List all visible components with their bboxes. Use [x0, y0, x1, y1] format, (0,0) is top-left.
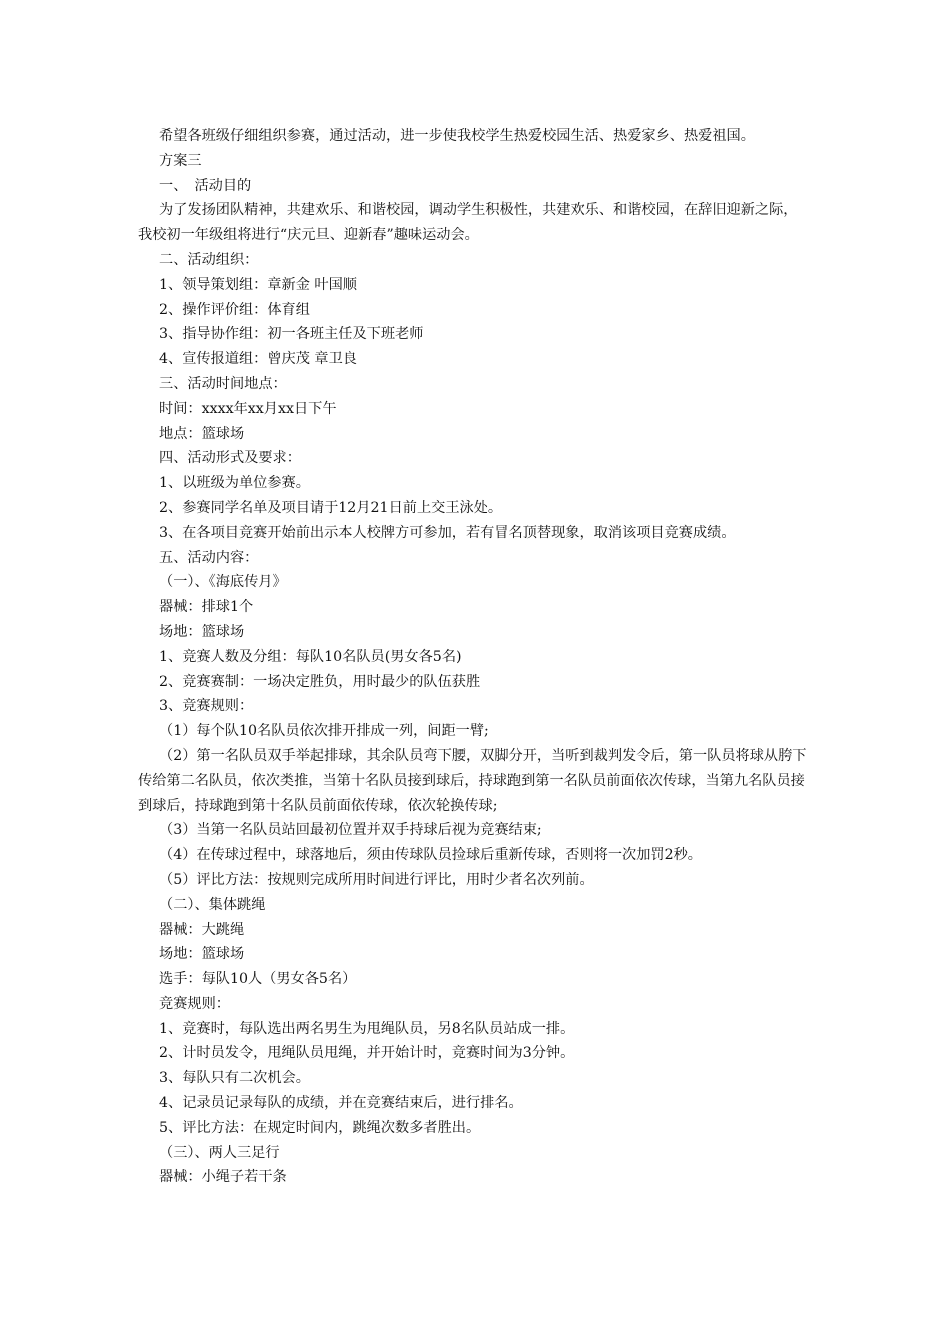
list-item: 1、以班级为单位参赛。 [159, 475, 310, 492]
list-item: 4、宣传报道组：曾庆茂 章卫良 [159, 351, 357, 368]
list-item: 3、在各项目竞赛开始前出示本人校牌方可参加，若有冒名顶替现象，取消该项目竞赛成绩。 [159, 524, 736, 541]
paragraph: 器械：小绳子若干条 [159, 1169, 287, 1186]
document-body [138, 124, 810, 1190]
list-item: 5、评比方法：在规定时间内，跳绳次数多者胜出。 [159, 1119, 481, 1136]
section-heading: 一、 活动目的 [159, 177, 252, 194]
list-item: （1）每个队10名队员依次排开排成一列，间距一臂; [159, 723, 489, 740]
section-heading: 三、活动时间地点： [159, 375, 287, 392]
paragraph: 希望各班级仔细组织参赛，通过活动，进一步使我校学生热爱校园生活、热爱家乡、热爱祖国。 [159, 128, 755, 144]
paragraph: 竞赛规则： [159, 995, 230, 1012]
paragraph: 场地：篮球场 [159, 946, 245, 963]
paragraph: 为了发扬团队精神，共建欢乐、和谐校园，调动学生积极性，共建欢乐、和谐校园，在辞旧迎新之际，我校初一年级组将进行“庆元旦、迎新春”趣味运动会。 [138, 202, 798, 244]
list-item: 4、记录员记录每队的成绩，并在竞赛结束后，进行排名。 [159, 1095, 523, 1112]
paragraph: 时间：xxxx年xx月xx日下午 [159, 400, 337, 417]
list-item: 2、操作评价组：体育组 [159, 301, 310, 318]
list-item: 3、竞赛规则： [159, 698, 254, 715]
section-heading: 五、活动内容： [159, 549, 259, 566]
list-item: （2）第一名队员双手举起排球，其余队员弯下腰，双脚分开，当听到裁判发令后，第一队员将球从胯下传给第二名队员，依次类推，当第十名队员接到球后，持球跑到第一名队员前面依次传球，当第九名队员接到球后，持球跑到第十名队员前面依传球，依次轮换传球; [138, 747, 807, 814]
subsection-heading: （一）、《海底传月》 [159, 574, 287, 591]
section-heading: 四、活动形式及要求： [159, 450, 301, 467]
list-item: 3、每队只有二次机会。 [159, 1070, 310, 1087]
list-item: 1、竞赛时，每队选出两名男生为甩绳队员，另8名队员站成一排。 [159, 1020, 575, 1037]
paragraph: 地点：篮球场 [159, 425, 245, 442]
section-heading: 二、活动组织： [159, 251, 259, 268]
list-item: （3）当第一名队员站回最初位置并双手持球后视为竞赛结束; [159, 822, 542, 839]
paragraph: 选手：每队10人（男女各5名） [159, 971, 357, 988]
list-item: 2、计时员发令，甩绳队员甩绳，并开始计时，竞赛时间为3分钟。 [159, 1045, 575, 1062]
paragraph: 方案三 [159, 152, 202, 169]
list-item: （4）在传球过程中，球落地后，须由传球队员捡球后重新传球，否则将一次加罚2秒。 [159, 847, 702, 864]
list-item: 2、参赛同学名单及项目请于12月21日前上交王泳处。 [159, 499, 503, 516]
paragraph: 场地：篮球场 [159, 623, 245, 640]
list-item: 2、竞赛赛制：一场决定胜负，用时最少的队伍获胜 [159, 673, 481, 690]
list-item: （5）评比方法：按规则完成所用时间进行评比，用时少者名次列前。 [159, 871, 594, 888]
list-item: 1、领导策划组：章新金 叶国顺 [159, 276, 357, 293]
list-item: 3、指导协作组：初一各班主任及下班老师 [159, 326, 424, 343]
subsection-heading: （三）、两人三足行 [159, 1144, 280, 1161]
subsection-heading: （二）、集体跳绳 [159, 896, 266, 913]
list-item: 1、竞赛人数及分组：每队10名队员(男女各5名) [159, 648, 462, 665]
paragraph: 器械：排球1个 [159, 599, 254, 616]
paragraph: 器械：大跳绳 [159, 921, 245, 938]
